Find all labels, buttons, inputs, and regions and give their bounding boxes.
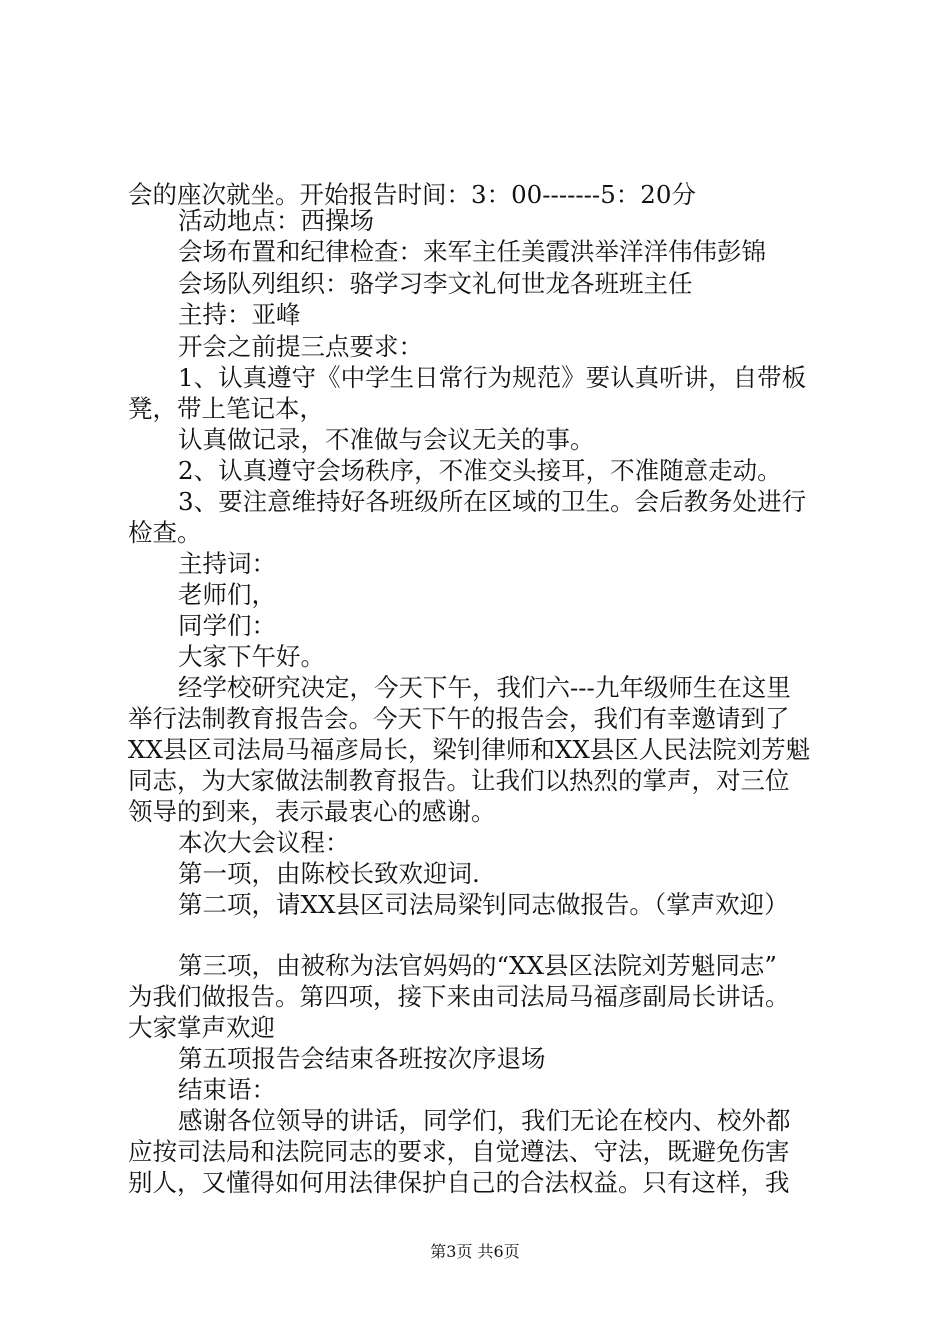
text-line: 第二项，请XX县区司法局梁钊同志做报告。（掌声欢迎） xyxy=(178,890,789,919)
text-line: 同志，为大家做法制教育报告。让我们以热烈的掌声，对三位 xyxy=(128,766,790,795)
text-line: 感谢各位领导的讲话，同学们，我们无论在校内、校外都 xyxy=(178,1106,791,1135)
text-line: 大家掌声欢迎 xyxy=(128,1013,275,1042)
text-line: 为我们做报告。第四项，接下来由司法局马福彦副局长讲话。 xyxy=(128,982,790,1011)
text-line: 应按司法局和法院同志的要求，自觉遵法、守法，既避免伤害 xyxy=(128,1137,790,1166)
text-line: 主持：亚峰 xyxy=(178,300,301,329)
text-line: 2、认真遵守会场秩序，不准交头接耳，不准随意走动。 xyxy=(178,456,782,485)
text-line: 举行法制教育报告会。今天下午的报告会，我们有幸邀请到了 xyxy=(128,704,790,733)
text-line: 活动地点：西操场 xyxy=(178,206,374,235)
text-line: 老师们， xyxy=(178,580,276,609)
text-line: 会场队列组织：骆学习李文礼何世龙各班班主任 xyxy=(178,269,693,298)
text-line: 第五项报告会结束各班按次序退场 xyxy=(178,1044,546,1073)
text-line: 1、认真遵守《中学生日常行为规范》要认真听讲，自带板 xyxy=(178,363,807,392)
text-line: 大家下午好。 xyxy=(178,642,325,671)
text-line: 同学们： xyxy=(178,611,276,640)
text-line: 领导的到来，表示最衷心的感谢。 xyxy=(128,797,496,826)
text-line: 第一项，由陈校长致欢迎词. xyxy=(178,859,480,888)
text-line: 会的座次就坐。开始报告时间：3：00-------5：20分 xyxy=(128,180,696,209)
text-line: 认真做记录，不准做与会议无关的事。 xyxy=(178,425,595,454)
text-line: 第三项，由被称为法官妈妈的“XX县区法院刘芳魁同志” xyxy=(178,951,777,980)
text-line: 别人，又懂得如何用法律保护自己的合法权益。只有这样，我 xyxy=(128,1168,790,1197)
text-line: 凳，带上笔记本， xyxy=(128,394,324,423)
text-line: 主持词： xyxy=(178,549,276,578)
text-line: XX县区司法局马福彦局长，梁钊律师和XX县区人民法院刘芳魁 xyxy=(128,735,811,764)
text-line: 开会之前提三点要求： xyxy=(178,332,423,361)
text-line: 检查。 xyxy=(128,518,202,547)
text-line: 本次大会议程： xyxy=(178,828,350,857)
text-line: 经学校研究决定，今天下午，我们六---九年级师生在这里 xyxy=(178,673,791,702)
text-line: 结束语： xyxy=(178,1075,276,1104)
text-line: 3、要注意维持好各班级所在区域的卫生。会后教务处进行 xyxy=(178,487,807,516)
text-line: 会场布置和纪律检查：来军主任美霞洪举洋洋伟伟彭锦 xyxy=(178,237,766,266)
page-number-footer: 第3页 共6页 xyxy=(430,1242,520,1261)
